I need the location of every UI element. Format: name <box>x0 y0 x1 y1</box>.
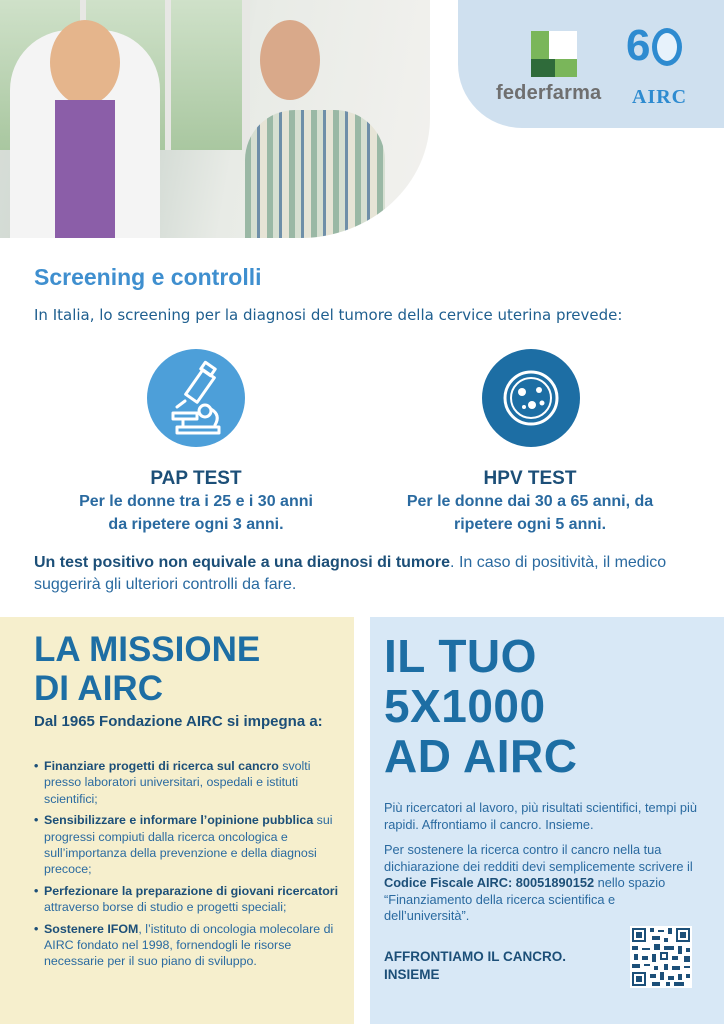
header-photo <box>0 0 430 238</box>
hpv-test-desc-line1: Per le donne dai 30 a 65 anni, da <box>406 493 654 510</box>
airc-60-logo <box>626 21 682 70</box>
federfarma-logo-icon <box>531 31 577 77</box>
pap-test-block <box>40 468 352 536</box>
mission-title-line2: DI AIRC <box>34 669 163 708</box>
donation-p2-end: nello spazio “Finanziamento della ricerca scientifica e dell’università”. <box>384 875 666 923</box>
donation-p2-start: Per sostenere la ricerca contro il cancro nella tua dichiarazione dei redditi devi semplicemente scrivere il <box>384 842 693 874</box>
pap-test-desc-line1: Per le donne tra i 25 e i 30 anni <box>79 493 313 510</box>
qr-code-icon[interactable] <box>630 926 692 988</box>
screening-title: Screening e controlli <box>34 264 262 290</box>
mission-item-bold: Perfezionare la preparazione di giovani ricercatori <box>44 883 339 898</box>
pap-test-title: PAP TEST <box>150 468 242 489</box>
donation-title-line3: AD AIRC <box>384 730 578 782</box>
microscope-icon <box>147 349 245 447</box>
mission-title-line1: LA MISSIONE <box>34 630 261 669</box>
donation-tagline: AFFRONTIAMO IL CANCRO. INSIEME <box>384 949 566 982</box>
hpv-test-block <box>370 468 690 536</box>
donation-title-line2: 5X1000 <box>384 680 546 732</box>
mission-list <box>34 758 346 975</box>
mission-list-item <box>34 883 346 916</box>
screening-note-bold: Un test positivo non equivale a una diagnosi di tumore <box>34 554 451 571</box>
doctor-figure <box>10 30 160 238</box>
screening-note-rest: . In caso di positività, il medico suggerirà gli ulteriori controlli da fare. <box>34 554 667 593</box>
pap-test-desc-line2: da ripetere ogni 3 anni. <box>108 516 284 533</box>
mission-list-item <box>34 758 346 807</box>
donation-title-line1: IL TUO <box>384 630 537 682</box>
mission-item-bold: Sostenere IFOM <box>44 921 139 936</box>
federfarma-logo-text: federfarma <box>496 82 602 104</box>
mission-item-rest: , l’istituto di oncologia molecolare di AIRC fondato nel 1998, fornendogli le risorse necessarie per il suo piano di sviluppo. <box>44 921 334 969</box>
mission-item-rest: attraverso borse di studio e progetti speciali; <box>44 900 287 915</box>
donation-paragraph-1: Più ricercatori al lavoro, più risultati scientifici, tempi più rapidi. Affrontiamo il cancro. Insieme. <box>384 800 697 832</box>
mission-list-item <box>34 812 346 878</box>
airc-60-digit: 6 <box>626 21 651 70</box>
mission-item-rest: svolti presso laboratori universitari, ospedali e istituti scientifici; <box>44 759 311 806</box>
hpv-test-desc-line2: ripetere ogni 5 anni. <box>453 516 607 533</box>
mission-title <box>34 630 260 708</box>
mission-list-item <box>34 921 346 970</box>
airc-logo-text: AIRC <box>632 86 688 108</box>
donation-title <box>384 631 577 781</box>
screening-note <box>34 552 694 596</box>
logo-badge <box>458 0 724 128</box>
mission-item-rest: sui progressi compiuti dalla ricerca oncologica e sull’importanza della prevenzione e della diagnosi precoce; <box>44 813 333 877</box>
donation-paragraph-2 <box>384 842 704 925</box>
patient-figure <box>230 60 400 238</box>
mission-item-bold: Sensibilizzare e informare l’opinione pubblica <box>44 813 314 828</box>
screening-intro: In Italia, lo screening per la diagnosi del tumore della cervice uterina prevede: <box>34 306 623 324</box>
mission-subtitle: Dal 1965 Fondazione AIRC si impegna a: <box>34 713 323 730</box>
hpv-test-title: HPV TEST <box>483 468 577 489</box>
petri-dish-icon <box>482 349 580 447</box>
mission-item-bold: Finanziare progetti di ricerca sul cancro <box>44 759 279 773</box>
fiscal-code: Codice Fiscale AIRC: 80051890152 <box>384 875 595 890</box>
